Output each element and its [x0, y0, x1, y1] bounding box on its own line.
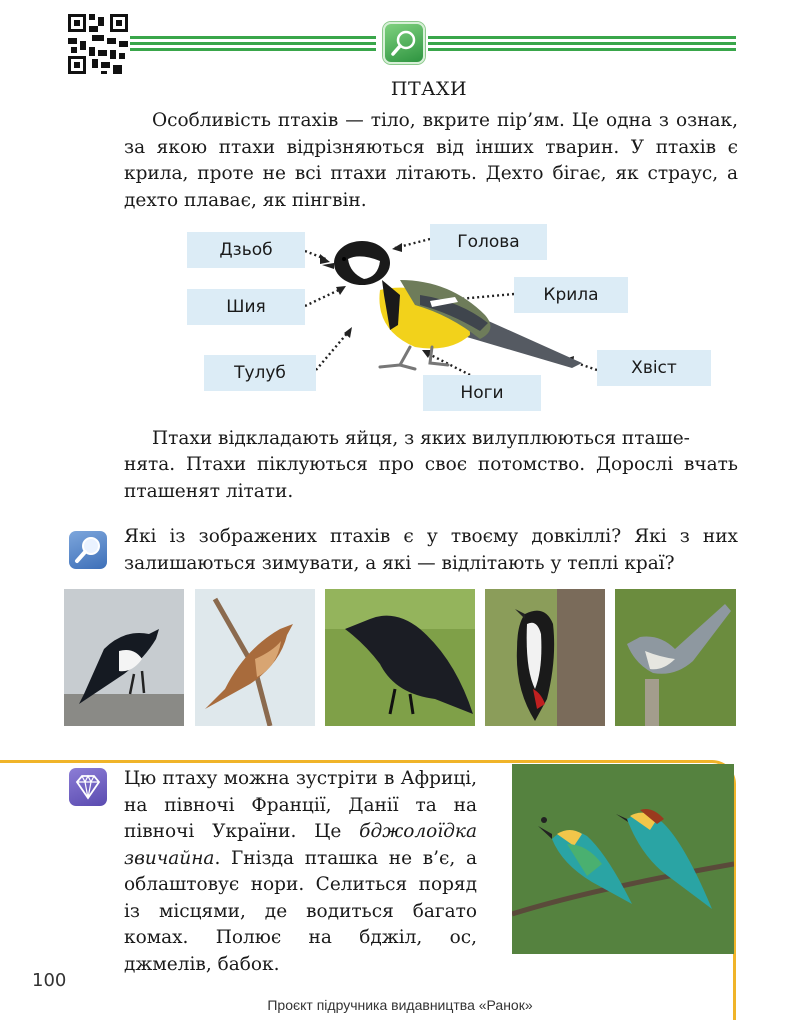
photo-magpie — [64, 589, 184, 726]
photo-bee-eater — [512, 764, 734, 954]
label-wings: Крила — [514, 277, 628, 313]
label-tail: Хвіст — [597, 350, 711, 386]
label-head: Голова — [430, 224, 547, 260]
photo-rook — [325, 589, 475, 726]
fact-text-after: . Гнізда пташка не в’є, а облаштовує нори. Селиться поряд із місцями, де водиться багато комах. Полює на бджіл, ос, джмелів, бабок. — [124, 847, 477, 975]
reproduction-paragraph-rest: нята. Птахи піклуються про своє потомство. Дорослі вчать пташенят літати. — [124, 454, 738, 502]
page-title: ПТАХИ — [390, 78, 468, 100]
photo-nightingale — [195, 589, 315, 726]
reproduction-paragraph-line1: Птахи відкладають яйця, з яких вилуплюються пташе- — [152, 428, 690, 449]
bee-eater-fact — [124, 766, 477, 978]
bird-parts-diagram — [0, 0, 800, 420]
photo-cuckoo — [615, 589, 736, 726]
fact-text-before: Цю птаху можна зустріти в Африці, на півночі Франції, Данії та на півночі України. Це — [124, 768, 477, 842]
label-legs: Ноги — [423, 375, 541, 411]
fact-frame-top — [0, 760, 712, 763]
label-body: Тулуб — [204, 355, 316, 391]
footer-text: Проєкт підручника видавництва «Ранок» — [267, 997, 533, 1013]
intro-paragraph: Особливість птахів — тіло, вкрите пір’ям. Це одна з ознак, за якою птахи відрізняються від інших тварин. У птахів є крила, проте не всі птахи літають. Дехто бігає, як страус, а дехто плаває, як пінгвін. — [124, 110, 738, 211]
label-neck: Шия — [187, 289, 305, 325]
label-beak: Дзьоб — [187, 232, 305, 268]
diamond-icon — [69, 768, 107, 806]
question-text: Які із зображених птахів є у твоєму довкіллі? Які з них залишаються зимувати, а які — відлітають у теплі краї? — [124, 526, 738, 574]
question-magnifier-icon — [69, 531, 107, 569]
fact-emphasis: бджолоїдка звичайна — [124, 821, 477, 869]
photo-woodpecker — [485, 589, 605, 726]
page-number: 100 — [32, 970, 67, 991]
